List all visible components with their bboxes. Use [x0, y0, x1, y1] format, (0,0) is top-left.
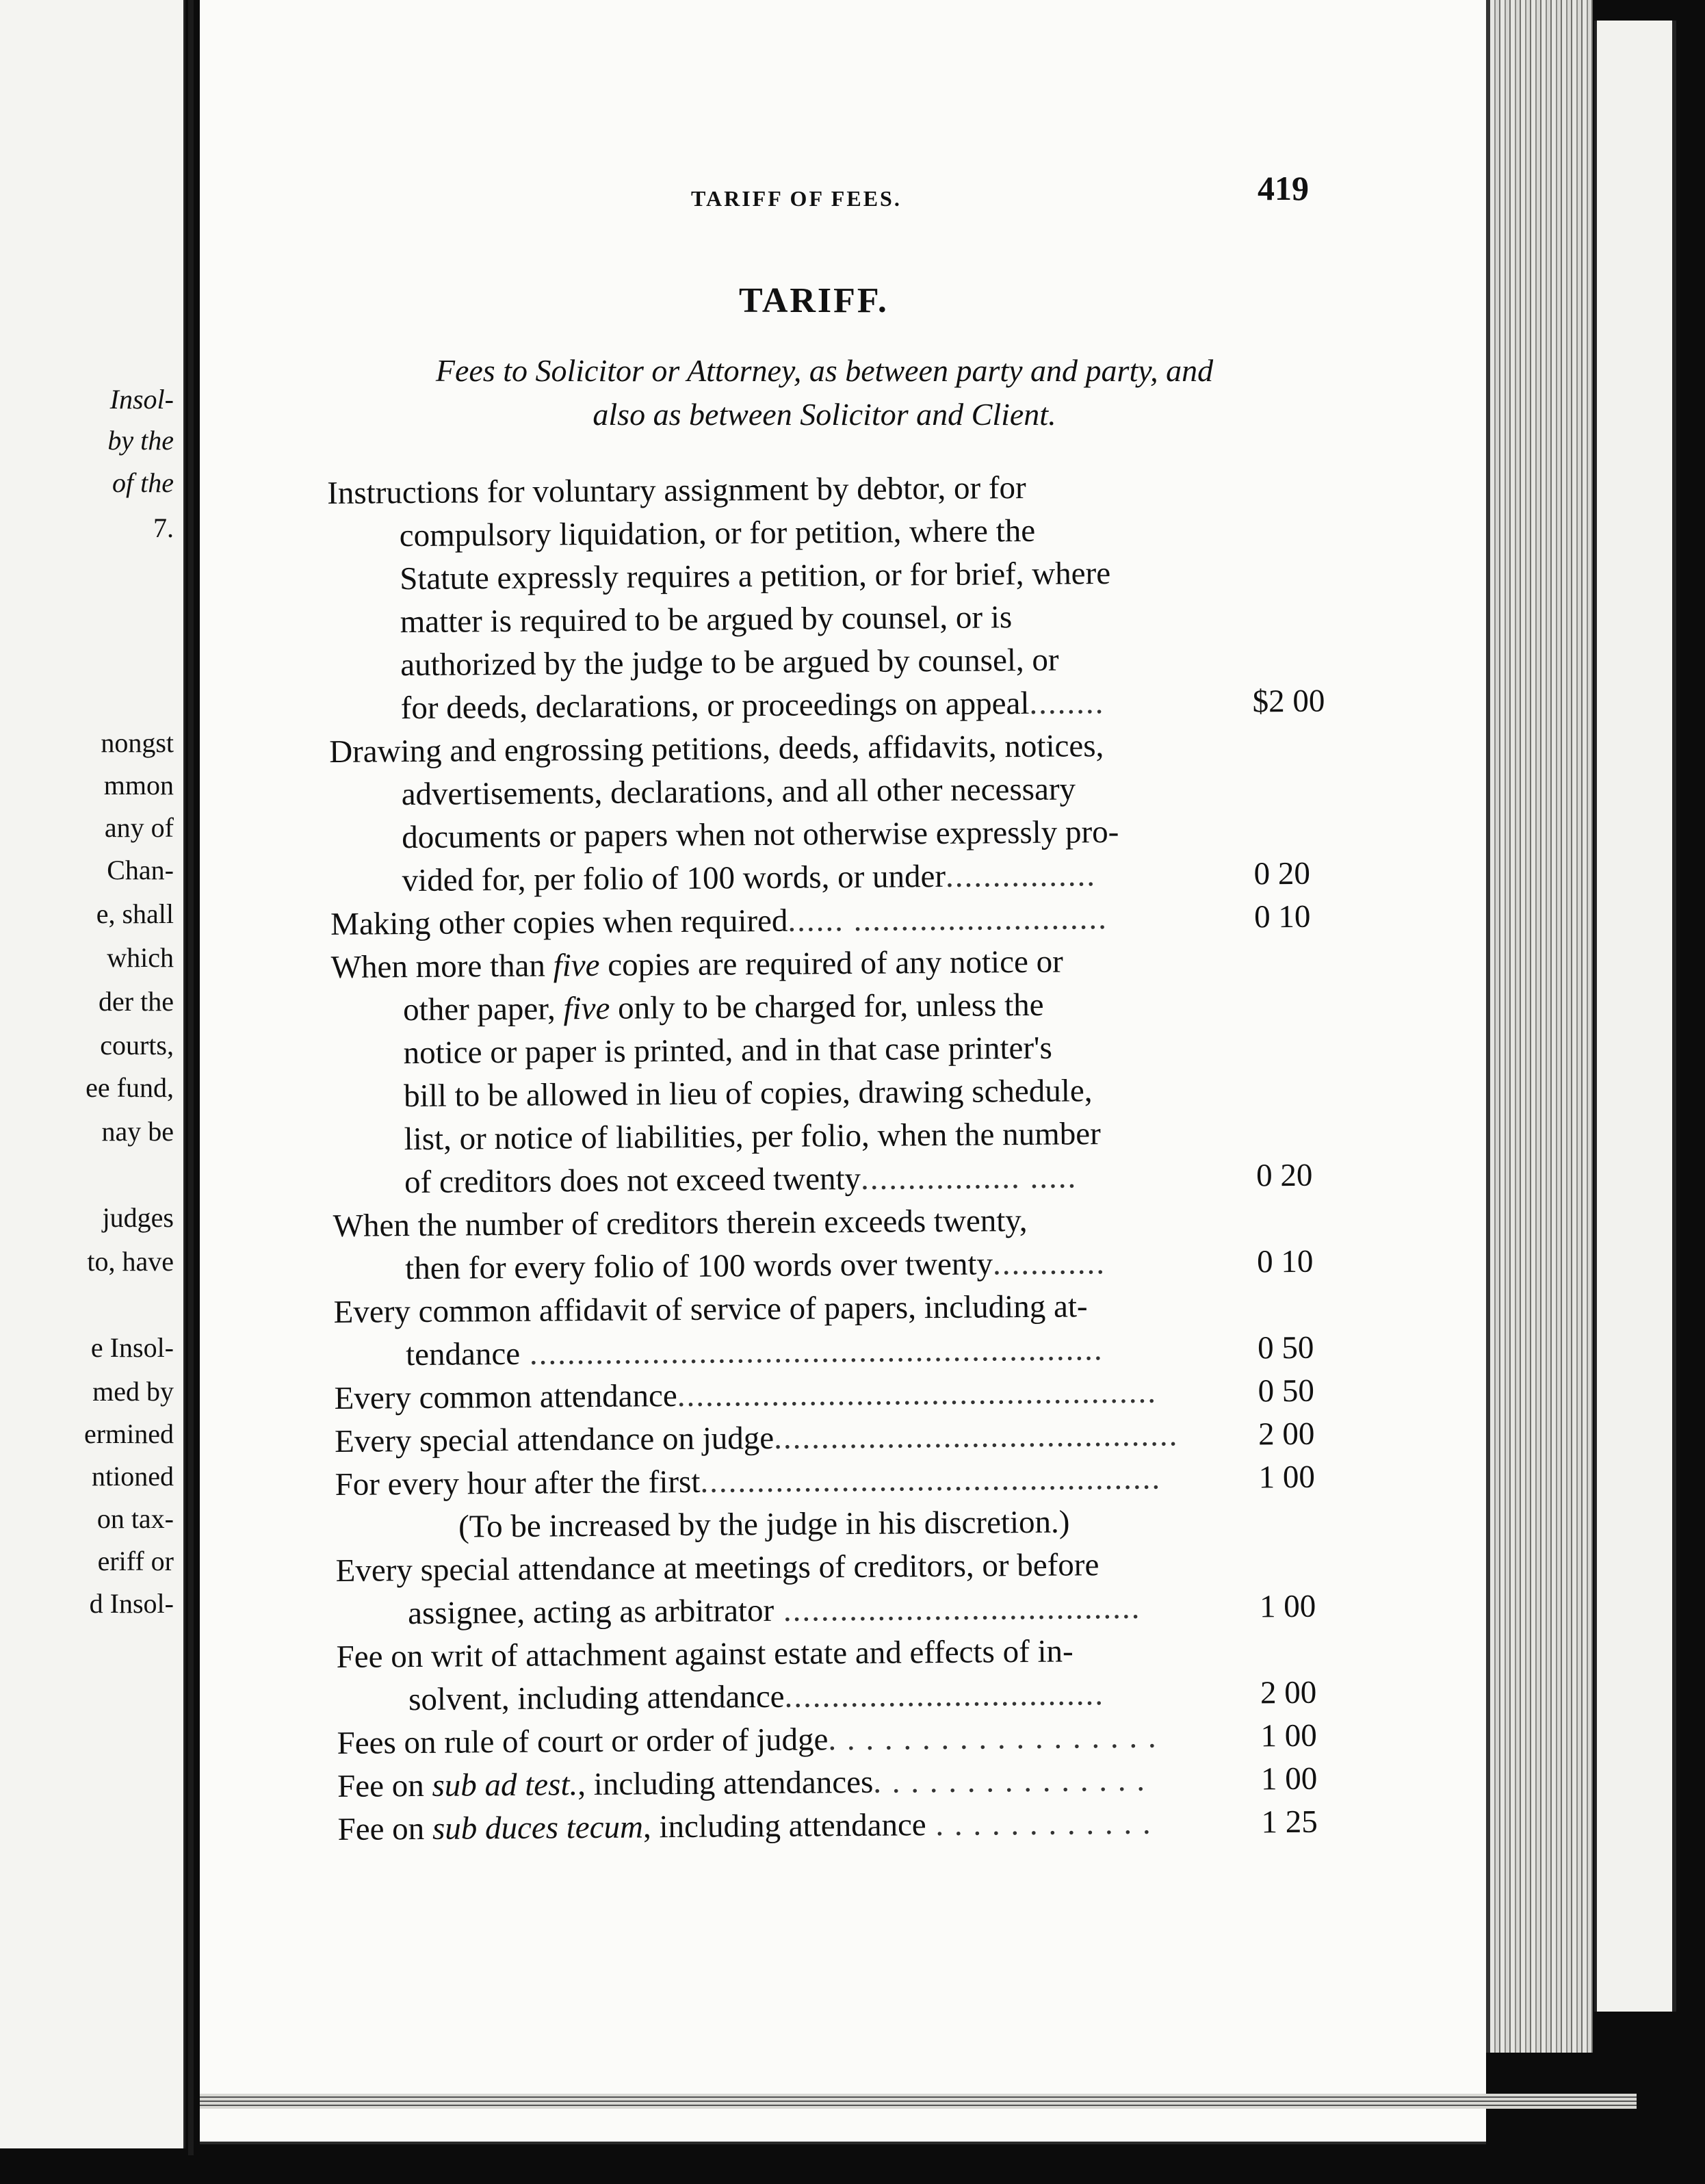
fee-description-line: Every common attendance...................................................: [334, 1374, 1158, 1416]
fee-description-line: for deeds, declarations, or proceedings on appeal........: [400, 685, 1105, 727]
left-page-text-fragment: any of: [104, 812, 174, 843]
fee-amount: 0 10: [1256, 1243, 1314, 1280]
fee-description-line: Instructions for voluntary assignment by debtor, or for: [327, 469, 1026, 511]
fee-description-line: matter is required to be argued by counsel, or is: [400, 599, 1013, 640]
dot-leader: ..................................: [784, 1676, 1105, 1715]
left-page-text-fragment: e Insol-: [90, 1332, 174, 1363]
fee-description-line: Fees on rule of court or order of judge. . . . . . . . . . . . . . . . . .: [337, 1719, 1158, 1761]
page-number: 419: [1258, 169, 1309, 207]
fee-entry: [329, 723, 1384, 903]
dot-leader: . . . . . . . . . . . . . . .: [873, 1762, 1147, 1800]
fee-description-line: Every special attendance at meetings of creditors, or before: [335, 1547, 1099, 1589]
fee-description-line: notice or paper is printed, and in that case printer's: [403, 1030, 1053, 1071]
dot-leader: . . . . . . . . . . . .: [926, 1805, 1152, 1843]
subtitle-line: also as between Solicitor and Client.: [593, 397, 1056, 432]
fee-description-line: When more than five copies are required of any notice or: [330, 944, 1063, 985]
page-title: TARIFF.: [739, 281, 889, 320]
book-gutter: [188, 0, 194, 2155]
left-page-text-fragment: by the: [107, 425, 174, 456]
fee-description-line: tendance .............................................................: [405, 1331, 1104, 1373]
fee-amount: 0 50: [1257, 1329, 1314, 1366]
dot-leader: ......................................: [773, 1589, 1141, 1628]
fee-entry: [327, 464, 1383, 731]
fee-description-line: of creditors does not exceed twenty................. .....: [404, 1159, 1078, 1201]
dot-leader: ............: [992, 1245, 1106, 1282]
left-page-text-fragment: ntioned: [92, 1461, 174, 1492]
left-page-text-fragment: eriff or: [97, 1546, 174, 1576]
dot-leader: ........: [1029, 685, 1105, 721]
left-page-text-fragment: e, shall: [96, 898, 174, 929]
fee-description-line: vided for, per folio of 100 words, or under................: [402, 857, 1097, 899]
fee-description-line: authorized by the judge to be argued by counsel, or: [400, 642, 1059, 684]
dot-leader: ................: [945, 857, 1097, 894]
left-page-text-fragment: med by: [92, 1376, 174, 1407]
fee-amount: 2 00: [1258, 1416, 1315, 1453]
fee-entry: [335, 1542, 1390, 1636]
fee-entry: [330, 938, 1386, 1205]
fee-amount: $2 00: [1252, 683, 1325, 720]
left-page-text-fragment: courts,: [100, 1030, 174, 1061]
fee-entry: [333, 1197, 1387, 1291]
fee-amount: 0 10: [1253, 898, 1311, 935]
fee-description-line: documents or papers when not otherwise expressly pro-: [401, 814, 1119, 856]
fee-description-line: bill to be allowed in lieu of copies, drawing schedule,: [403, 1073, 1093, 1115]
left-page-text-fragment: judges: [102, 1202, 174, 1233]
left-page-fragment: [0, 0, 185, 2148]
left-page-text-fragment: to, have: [87, 1246, 174, 1277]
dot-leader: ...... ...........................: [788, 900, 1108, 939]
fee-description-line: Fee on sub duces tecum, including attendance . . . . . . . . . . . .: [337, 1805, 1152, 1847]
fee-description-line: list, or notice of liabilities, per folio, when the number: [404, 1116, 1101, 1158]
fee-description-line: Every common affidavit of service of papers, including at-: [333, 1288, 1088, 1330]
left-page-text-fragment: nay be: [101, 1116, 174, 1147]
bottom-page-edge: [200, 2094, 1637, 2109]
fee-description-line: advertisements, declarations, and all other necessary: [401, 771, 1076, 813]
fee-description-line: For every hour after the first.................................................: [335, 1460, 1162, 1503]
subtitle-line: Fees to Solicitor or Attorney, as between party and party, and: [435, 353, 1214, 388]
dot-leader: .............................................................: [519, 1331, 1104, 1372]
fee-amount: 0 20: [1255, 1157, 1313, 1194]
left-page-text-fragment: 7.: [153, 512, 174, 543]
fee-amount: 0 20: [1253, 855, 1311, 892]
left-page-text-fragment: which: [107, 942, 174, 973]
fee-list: [327, 464, 1392, 1851]
dot-leader: ................. .....: [860, 1159, 1078, 1197]
fee-description-line: Every special attendance on judge...........................................: [334, 1417, 1179, 1459]
fee-amount: 1 00: [1259, 1588, 1316, 1625]
fee-entry: [336, 1628, 1390, 1722]
left-page-text-fragment: on tax-: [96, 1503, 174, 1534]
left-page-text-fragment: of the: [112, 467, 174, 498]
fee-amount: 1 00: [1260, 1760, 1318, 1797]
running-head: TARIFF OF FEES.: [691, 186, 902, 211]
fee-description-line: Statute expressly requires a petition, or for brief, where: [400, 556, 1111, 597]
dot-leader: ...................................................: [677, 1374, 1158, 1414]
fee-description-line: solvent, including attendance..................................: [408, 1676, 1105, 1718]
left-page-text-fragment: mmon: [103, 770, 174, 801]
dot-leader: ...........................................: [773, 1417, 1179, 1456]
fee-amount: 1 00: [1258, 1459, 1316, 1496]
left-page-text-fragment: ermined: [83, 1418, 174, 1449]
left-page-text-fragment: nongst: [101, 727, 174, 758]
fee-description-line: Making other copies when required...... ...........................: [330, 900, 1108, 942]
fee-amount: 0 50: [1258, 1373, 1315, 1409]
left-page-text-fragment: d Insol-: [89, 1588, 174, 1619]
dot-leader: . . . . . . . . . . . . . . . . . .: [828, 1719, 1158, 1758]
left-page-text-fragment: ee fund,: [86, 1072, 174, 1103]
subtitle: [322, 349, 1327, 437]
fee-description-line: then for every folio of 100 words over twenty............: [404, 1245, 1106, 1287]
left-page-text-fragment: der the: [99, 986, 174, 1017]
fee-description-line: Drawing and engrossing petitions, deeds, affidavits, notices,: [329, 728, 1104, 770]
fee-amount: 1 00: [1260, 1717, 1318, 1754]
fee-entry: [337, 1800, 1391, 1851]
fee-note-text: (To be increased by the judge in his discretion.): [458, 1504, 1070, 1545]
dot-leader: .................................................: [700, 1460, 1162, 1500]
fee-description-line: compulsory liquidation, or for petition, where the: [399, 512, 1036, 554]
book-cover-edge: [1594, 21, 1676, 2012]
fee-description-line: assignee, acting as arbitrator ......................................: [407, 1589, 1141, 1632]
fee-description-line: other paper, five only to be charged for, unless the: [402, 987, 1044, 1028]
fee-description-line: Fee on writ of attachment against estate and effects of in-: [336, 1633, 1073, 1675]
fee-description-line: Fee on sub ad test., including attendances. . . . . . . . . . . . . . .: [337, 1762, 1147, 1804]
fee-amount: 2 00: [1260, 1674, 1317, 1711]
fee-description-line: When the number of creditors therein exceeds twenty,: [333, 1202, 1028, 1244]
fee-amount: 1 25: [1261, 1804, 1318, 1841]
page-edges: [1486, 0, 1593, 2053]
left-page-text-fragment: Insol-: [109, 384, 174, 415]
left-page-text-fragment: Chan-: [107, 855, 174, 885]
fee-entry: [333, 1283, 1388, 1377]
